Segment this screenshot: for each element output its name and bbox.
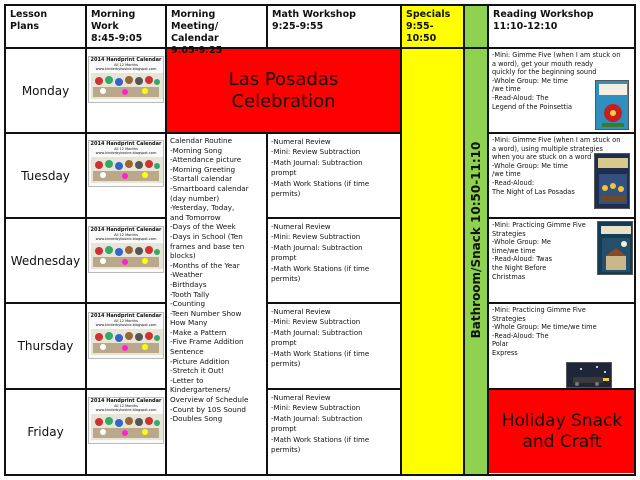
handprint-art-icon [89,71,164,101]
handprint-art-icon [89,327,164,357]
handprint-art-icon [89,155,164,185]
handprint-calendar-subtitle: All 12 Months [114,147,138,151]
handprint-calendar-thumbnail [88,226,164,273]
handprint-calendar-url: www.kinderbykosine.blogspot.com [95,151,157,155]
handprint-calendar-title: 2014 Handprint Calendar [90,398,162,404]
day-monday: Monday [21,83,70,98]
handprint-calendar-thumbnail [88,56,164,103]
day-tuesday: Tuesday [21,168,70,183]
math-plan-tuesday: -Numeral Review -Mini: Review Subtraction -Math Journal: Subtraction prompt -Math Work Stations (if time permits) [271,138,370,199]
handprint-art-icon [89,241,164,271]
night-before-christmas-art-icon [598,222,633,275]
math-plan-wednesday: -Numeral Review -Mini: Review Subtraction -Math Journal: Subtraction prompt -Math Work Stations (if time permits) [271,223,370,284]
header-morning-meeting: Morning Meeting/ Calendar 9:05-9:25 [171,9,223,56]
bathroom-snack-text: Bathroom/Snack 10:50-11:10 [469,141,483,339]
handprint-calendar-title: 2014 Handprint Calendar [90,57,162,63]
day-thursday: Thursday [17,339,74,353]
grid-line [463,4,465,476]
specials-column [401,6,464,475]
calendar-routine: Calendar Routine -Morning Song -Attendance picture -Morning Greeting -Startall calendar -Smartboard calendar (day number) -Yesterday, Today, and Tomorrow -Days of the Week -Days in School (Ten frames and base ten blocks) -Months of the Year -Weather -Birthdays -Tooth Tally -Counting -Teen Number Show How Many -Make a Pattern -Five Frame Addition Sentence -Picture Addition -Stretch it Out! -Letter to Kindergarteners/ Overview of Schedule -Count by 10S Sound -Doubles Song [170,136,249,424]
monday-event [166,49,401,133]
reading-plan-monday: -Mini: Gimme Five (when I am stuck on a word), get your mouth ready quickly for the beginning sound -Whole Group: Me time /we time -Read-Aloud: The Legend of the Poinsettia [492,51,621,111]
posadas-art-icon [595,154,630,209]
book-cover-poinsettia [595,80,629,130]
handprint-calendar-title: 2014 Handprint Calendar [90,313,162,319]
handprint-calendar-url: www.kinderbykosine.blogspot.com [95,67,157,71]
handprint-calendar-thumbnail [88,312,164,359]
header-specials: Specials 9:55-10:50 [406,9,451,44]
book-cover-polar-express [566,362,612,388]
math-plan-thursday: -Numeral Review -Mini: Review Subtraction -Math Journal: Subtraction prompt -Math Work Stations (if time permits) [271,308,370,369]
grid-line [487,388,636,390]
day-wednesday: Wednesday [10,253,81,268]
book-cover-night-before-christmas [597,221,633,275]
handprint-calendar-thumbnail [88,140,164,187]
handprint-art-icon [89,412,164,442]
handprint-calendar-url: www.kinderbykosine.blogspot.com [95,408,157,412]
handprint-calendar-url: www.kinderbykosine.blogspot.com [95,323,157,327]
handprint-calendar-subtitle: All 12 Months [114,404,138,408]
handprint-calendar-url: www.kinderbykosine.blogspot.com [95,237,157,241]
poinsettia-art-icon [596,81,629,130]
friday-event [489,390,635,473]
grid-line [4,474,636,476]
friday-event-label: Holiday Snack and Craft [501,410,623,452]
reading-plan-thursday: -Mini: Practicing Gimme Five Strategies -Whole Group: Me time/we time -Read-Aloud: The Polar Express [492,306,597,357]
handprint-calendar-title: 2014 Handprint Calendar [90,227,162,233]
grid-line [634,4,636,476]
header-lesson-plans: Lesson Plans [10,9,48,32]
handprint-calendar-subtitle: All 12 Months [114,233,138,237]
header-math-workshop: Math Workshop 9:25-9:55 [272,9,356,32]
handprint-calendar-subtitle: All 12 Months [114,63,138,67]
grid-line [85,4,87,476]
book-cover-las-posadas [594,153,630,209]
reading-plan-wednesday: -Mini: Practicing Gimme Five Strategies -Whole Group: Me time/we time -Read-Aloud: Twas the Night Before Christmas [492,221,586,281]
polar-express-art-icon [567,363,612,388]
header-morning-work: Morning Work 8:45-9:05 [91,9,143,44]
reading-plan-tuesday: -Mini: Gimme Five (when I am stuck on a word), using multiple strategies when you are stuck on a word -Whole Group: Me time /we time -Read-Aloud: The Night of Las Posadas [492,136,621,196]
handprint-calendar-title: 2014 Handprint Calendar [90,141,162,147]
math-plan-friday: -Numeral Review -Mini: Review Subtraction -Math Journal: Subtraction prompt -Math Work Stations (if time permits) [271,394,370,455]
monday-event-label: Las Posadas Celebration [228,69,339,112]
handprint-calendar-thumbnail [88,397,164,444]
day-friday: Friday [27,425,64,439]
handprint-calendar-subtitle: All 12 Months [114,319,138,323]
header-reading-workshop: Reading Workshop 11:10-12:10 [493,9,594,32]
grid-line [400,4,402,476]
